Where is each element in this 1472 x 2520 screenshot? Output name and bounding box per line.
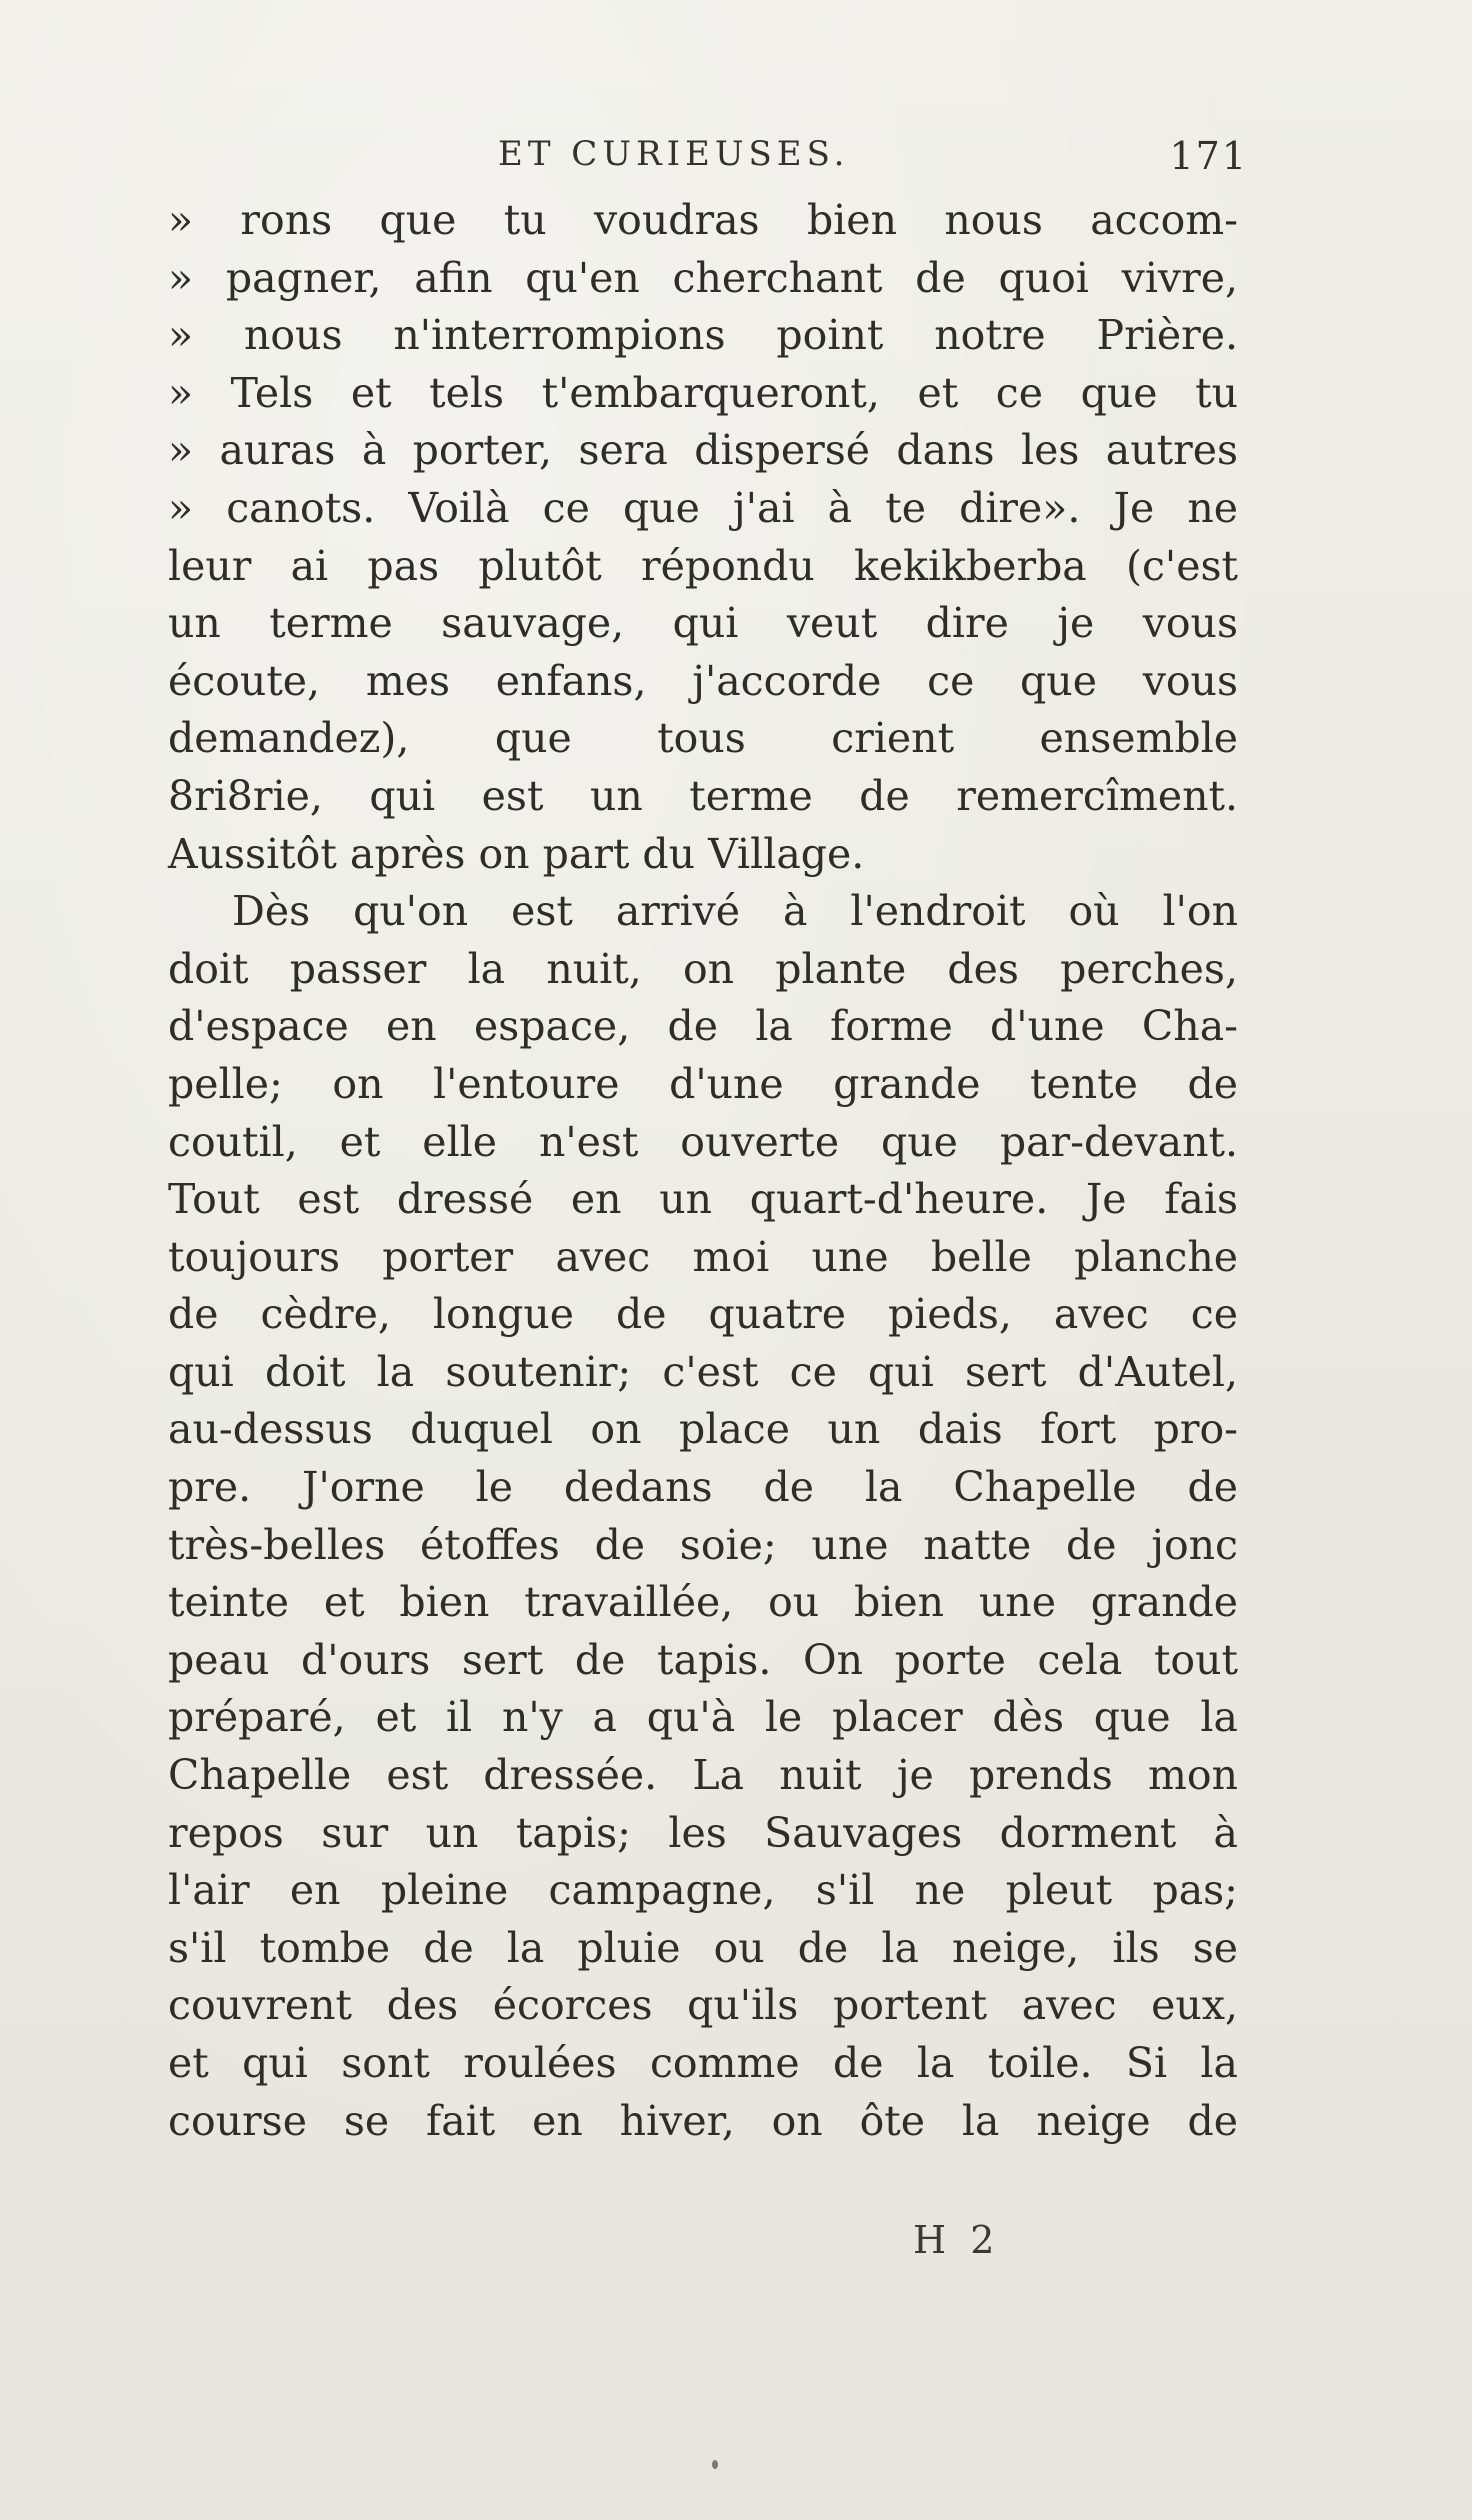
text-line: écoute, mes enfans, j'accorde ce que vous [168, 656, 1238, 705]
text-line: 8ri8rie, qui est un terme de remercîment. [168, 771, 1238, 820]
text-line: Aussitôt après on part du Village. [168, 829, 865, 878]
text-line: » rons que tu voudras bien nous accom- [168, 196, 1238, 244]
signature-mark: H 2 [913, 2218, 1001, 2262]
page-header [168, 134, 1248, 194]
body-text [168, 192, 1238, 2150]
text-line: d'espace en espace, de la forme d'une Cha- [168, 1002, 1238, 1051]
text-line: couvrent des écorces qu'ils portent avec eux, [168, 1981, 1238, 2030]
text-line: l'air en pleine campagne, s'il ne pleut pas; [168, 1866, 1238, 1915]
text-line: » pagner, afin qu'en cherchant de quoi vivre, [168, 253, 1238, 302]
text-line: doit passer la nuit, on plante des perches, [168, 944, 1238, 993]
text-line: au-dessus duquel on place un dais fort pro- [168, 1405, 1238, 1454]
text-line: leur ai pas plutôt répondu kekikberba (c'est [168, 541, 1238, 590]
text-line: pre. J'orne le dedans de la Chapelle de [168, 1463, 1238, 1512]
text-line: pelle; on l'entoure d'une grande tente de [168, 1059, 1238, 1108]
text-line: préparé, et il n'y a qu'à le placer dès que la [168, 1693, 1238, 1742]
text-line: Dès qu'on est arrivé à l'endroit où l'on [232, 887, 1238, 936]
page-number: 171 [1169, 134, 1248, 178]
text-line: course se fait en hiver, on ôte la neige de [168, 2096, 1238, 2145]
text-line: Chapelle est dressée. La nuit je prends mon [168, 1751, 1238, 1800]
text-line: de cèdre, longue de quatre pieds, avec ce [168, 1290, 1238, 1339]
page-footer [168, 2218, 1238, 2278]
text-line: » nous n'interrompions point notre Prière. [168, 311, 1238, 360]
text-line: Tout est dressé en un quart-d'heure. Je fais [168, 1175, 1238, 1224]
text-line: coutil, et elle n'est ouverte que par-devant. [168, 1117, 1238, 1166]
text-line: peau d'ours sert de tapis. On porte cela tout [168, 1635, 1238, 1684]
text-line: » canots. Voilà ce que j'ai à te dire». Je ne [168, 483, 1238, 532]
text-line: très-belles étoffes de soie; une natte de jonc [168, 1520, 1238, 1569]
text-line: » Tels et tels t'embarqueront, et ce que tu [168, 368, 1238, 417]
text-line: s'il tombe de la pluie ou de la neige, ils se [168, 1923, 1238, 1972]
text-line: toujours porter avec moi une belle planche [168, 1232, 1238, 1281]
text-line: repos sur un tapis; les Sauvages dorment à [168, 1808, 1238, 1857]
ink-speck [712, 2460, 718, 2469]
text-line: un terme sauvage, qui veut dire je vous [168, 599, 1238, 648]
text-line: teinte et bien travaillée, ou bien une grande [168, 1578, 1238, 1627]
text-line: demandez), que tous crient ensemble [168, 714, 1238, 763]
running-title: ET CURIEUSES. [498, 134, 850, 174]
text-line: » auras à porter, sera dispersé dans les autres [168, 426, 1238, 475]
text-line: qui doit la soutenir; c'est ce qui sert d'Autel, [168, 1347, 1238, 1396]
text-line: et qui sont roulées comme de la toile. Si la [168, 2039, 1238, 2087]
